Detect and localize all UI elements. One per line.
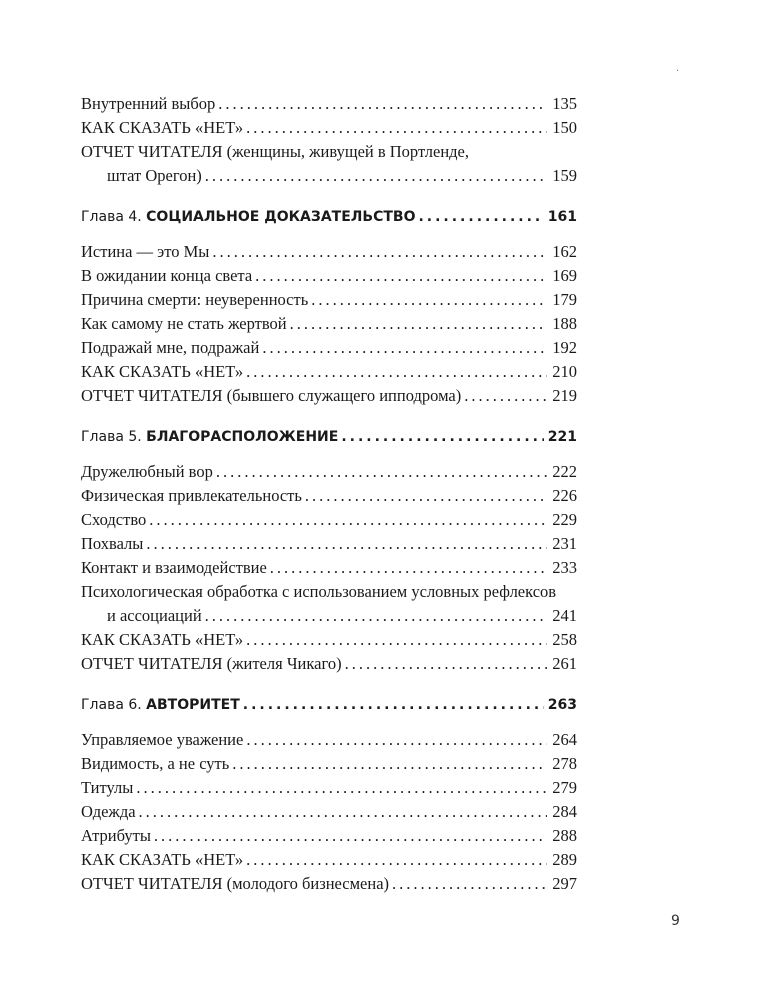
toc-entry-title: ОТЧЕТ ЧИТАТЕЛЯ (бывшего служащего ипподрома)	[81, 386, 462, 405]
chapter-prefix: Глава 5.	[81, 429, 142, 445]
toc-entry[interactable]	[81, 508, 577, 532]
toc-entry[interactable]	[81, 360, 577, 384]
toc-entry-title: Контакт и взаимодействие	[81, 558, 267, 577]
toc-entry-page: 279	[552, 778, 577, 797]
dot-leader	[246, 848, 547, 872]
dot-leader	[136, 776, 547, 800]
toc-entry-title: Похвалы	[81, 534, 144, 553]
toc-entry[interactable]	[81, 312, 577, 336]
toc-entry-page: 192	[552, 338, 577, 357]
toc-entry-title: КАК СКАЗАТЬ «НЕТ»	[81, 362, 244, 381]
dot-leader	[246, 116, 547, 140]
toc-entry-page: 150	[552, 118, 577, 137]
toc-entry-title: Физическая привлекательность	[81, 486, 302, 505]
toc-group	[81, 425, 577, 676]
chapter-title: АВТОРИТЕТ	[146, 697, 240, 713]
dot-leader	[146, 532, 547, 556]
toc-entry-page: 229	[552, 510, 577, 529]
toc-entry[interactable]	[81, 336, 577, 360]
toc-entry-title: ОТЧЕТ ЧИТАТЕЛЯ (женщины, живущей в Портленде,	[81, 142, 469, 161]
toc-entry[interactable]	[81, 240, 577, 264]
toc-entry-page: 258	[552, 630, 577, 649]
dot-leader	[270, 556, 547, 580]
toc-entry-page: 179	[552, 290, 577, 309]
toc-entry-title: Внутренний выбор	[81, 94, 216, 113]
toc-entry-page: 226	[552, 486, 577, 505]
toc-entry-page: 222	[552, 462, 577, 481]
toc-entry-page: 297	[552, 874, 577, 893]
toc-entry-page: 188	[552, 314, 577, 333]
toc-entry-page: 288	[552, 826, 577, 845]
toc-entry-title: КАК СКАЗАТЬ «НЕТ»	[81, 118, 244, 137]
chapter-prefix: Глава 4.	[81, 209, 142, 225]
toc-entry-title: Атрибуты	[81, 826, 151, 845]
chapter-page: 263	[547, 697, 577, 713]
toc-entry-page: 219	[552, 386, 577, 405]
toc-entry-page: 278	[552, 754, 577, 773]
dot-leader	[290, 312, 547, 336]
toc-entry[interactable]	[81, 116, 577, 140]
dot-leader	[205, 604, 547, 628]
dot-leader	[216, 460, 547, 484]
dot-leader	[311, 288, 547, 312]
dot-leader	[392, 872, 547, 896]
toc-entry-title: Истина — это Мы	[81, 242, 210, 261]
chapter-heading[interactable]	[81, 425, 577, 449]
dot-leader	[212, 240, 547, 264]
toc-entry-title: Как самому не стать жертвой	[81, 314, 287, 333]
dot-leader	[341, 425, 543, 449]
page-number: 9	[671, 913, 680, 929]
toc-entry-page: 210	[552, 362, 577, 381]
toc-entry-title: ОТЧЕТ ЧИТАТЕЛЯ (молодого бизнесмена)	[81, 874, 390, 893]
dot-leader	[139, 800, 547, 824]
toc-entry-page: 162	[552, 242, 577, 261]
header-mark: ·	[676, 66, 680, 77]
toc-entry[interactable]	[81, 848, 577, 872]
toc-entry-title: Видимость, а не суть	[81, 754, 230, 773]
chapter-heading[interactable]	[81, 205, 577, 229]
chapter-title: СОЦИАЛЬНОЕ ДОКАЗАТЕЛЬСТВО	[146, 209, 416, 225]
toc-entry-page: 289	[552, 850, 577, 869]
toc-entry[interactable]	[81, 264, 577, 288]
toc-entry-title: Дружелюбный вор	[81, 462, 213, 481]
toc-entry-page: 241	[552, 606, 577, 625]
dot-leader	[345, 652, 547, 676]
dot-leader	[205, 164, 547, 188]
toc-entry[interactable]	[81, 652, 577, 676]
toc-entry[interactable]	[81, 532, 577, 556]
toc-entry[interactable]	[81, 824, 577, 848]
toc-entry-title: Сходство	[81, 510, 147, 529]
toc-entry[interactable]	[81, 776, 577, 800]
toc-entry-title: КАК СКАЗАТЬ «НЕТ»	[81, 850, 244, 869]
toc-entry-title: Управляемое уважение	[81, 730, 244, 749]
table-of-contents	[81, 92, 577, 896]
toc-entry-title: Одежда	[81, 802, 136, 821]
toc-entry-title-continuation: и ассоциаций	[107, 606, 202, 625]
chapter-title: БЛАГОРАСПОЛОЖЕНИЕ	[146, 429, 339, 445]
toc-entry-title: ОТЧЕТ ЧИТАТЕЛЯ (жителя Чикаго)	[81, 654, 342, 673]
toc-entry[interactable]	[81, 752, 577, 776]
toc-entry[interactable]	[81, 484, 577, 508]
toc-entry[interactable]	[81, 140, 577, 188]
toc-entry[interactable]	[81, 800, 577, 824]
toc-entry-page: 284	[552, 802, 577, 821]
toc-entry[interactable]	[81, 384, 577, 408]
toc-entry-page: 261	[552, 654, 577, 673]
chapter-page: 161	[547, 209, 577, 225]
toc-entry-title: Титулы	[81, 778, 134, 797]
dot-leader	[246, 360, 547, 384]
dot-leader	[246, 628, 547, 652]
dot-leader	[154, 824, 547, 848]
toc-entry[interactable]	[81, 580, 577, 628]
toc-entry-title-continuation: штат Орегон)	[107, 166, 202, 185]
chapter-page: 221	[547, 429, 577, 445]
dot-leader	[262, 336, 547, 360]
toc-entry[interactable]	[81, 728, 577, 752]
toc-entry-title: КАК СКАЗАТЬ «НЕТ»	[81, 630, 244, 649]
dot-leader	[418, 205, 543, 229]
dot-leader	[246, 728, 547, 752]
toc-entry[interactable]	[81, 628, 577, 652]
dot-leader	[149, 508, 547, 532]
toc-entry-page: 169	[552, 266, 577, 285]
toc-entry-title: Психологическая обработка с использованием условных рефлексов	[81, 582, 557, 601]
toc-entry-page: 264	[552, 730, 577, 749]
toc-group	[81, 693, 577, 896]
chapter-heading[interactable]	[81, 693, 577, 717]
toc-entry[interactable]	[81, 460, 577, 484]
toc-entry-title: Подражай мне, подражай	[81, 338, 260, 357]
dot-leader	[305, 484, 547, 508]
dot-leader	[232, 752, 547, 776]
toc-entry-page: 159	[552, 166, 577, 185]
toc-group	[81, 205, 577, 408]
toc-entry-page: 231	[552, 534, 577, 553]
toc-entry[interactable]	[81, 872, 577, 896]
dot-leader	[218, 92, 547, 116]
toc-entry[interactable]	[81, 556, 577, 580]
toc-entry-title: Причина смерти: неуверенность	[81, 290, 309, 309]
toc-group	[81, 92, 577, 188]
toc-entry[interactable]	[81, 92, 577, 116]
chapter-prefix: Глава 6.	[81, 697, 142, 713]
dot-leader	[464, 384, 547, 408]
toc-entry-page: 233	[552, 558, 577, 577]
dot-leader	[243, 693, 544, 717]
dot-leader	[255, 264, 547, 288]
toc-entry-title: В ожидании конца света	[81, 266, 253, 285]
toc-entry[interactable]	[81, 288, 577, 312]
toc-entry-page: 135	[552, 94, 577, 113]
